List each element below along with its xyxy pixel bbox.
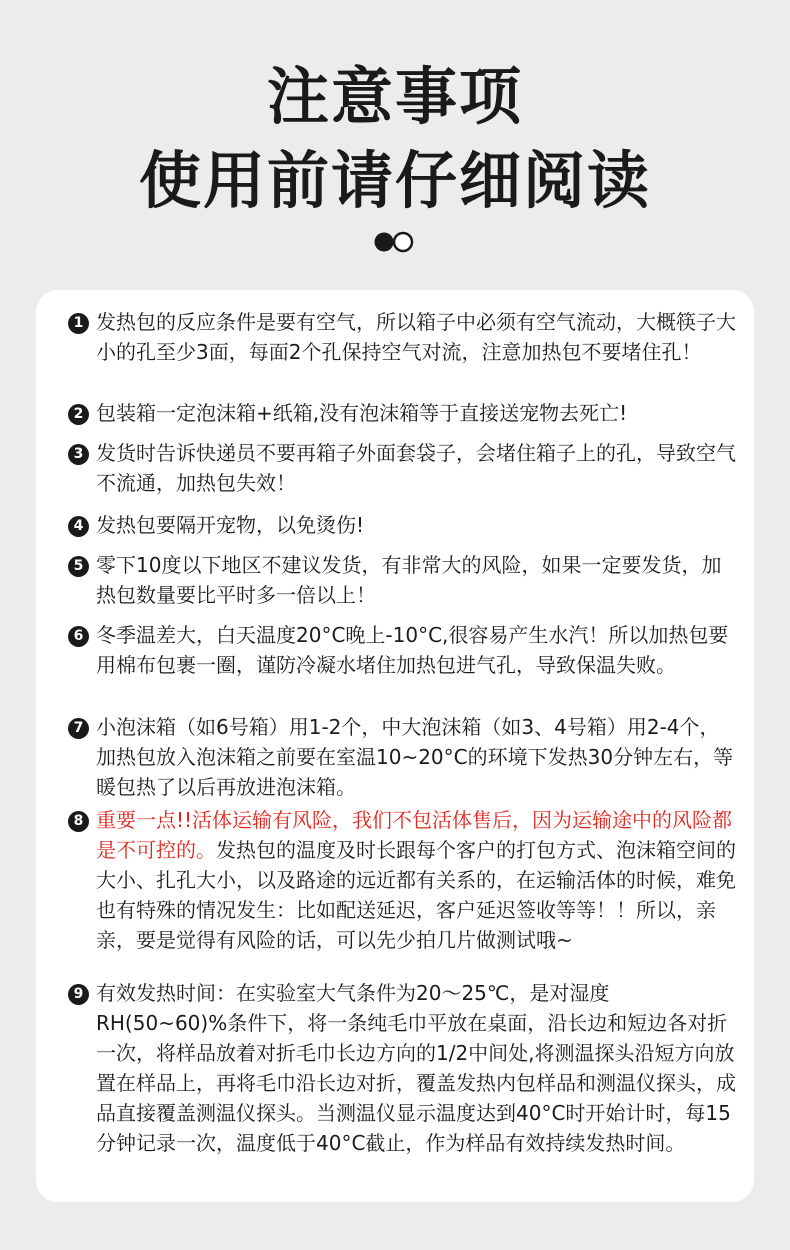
number-badge: 9 — [68, 984, 89, 1005]
list-item — [68, 620, 736, 680]
number-badge: 4 — [68, 516, 89, 537]
list-item — [68, 978, 736, 1158]
item-text: 冬季温差大，白天温度20°C晚上-10°C,很容易产生水汽！所以加热包要用棉布包裹一圈，谨防冷凝水堵住加热包进气孔，导致保温失败。 — [96, 623, 729, 677]
item-text: 发货时告诉快递员不要再箱子外面套袋子，会堵住箱子上的孔，导致空气不流通，加热包失效！ — [96, 441, 736, 495]
number-badge: 8 — [68, 811, 89, 832]
list-item — [68, 307, 736, 367]
number-badge: 2 — [68, 404, 89, 425]
warning-text: 重要一点!!活体运输有风险，我们不包活体售后，因为运输途中的风险都是不可控的。 — [96, 808, 733, 862]
list-item — [68, 550, 736, 610]
item-text-body: 发热包的温度及时长跟每个客户的打包方式、泡沫箱空间的大小、扎孔大小，以及路途的远近都有关系的，在运输活体的时候，难免也有特殊的情况发生：比如配送延迟，客户延迟签收等等！！所以，亲亲，要是觉得有风险的话，可以先少拍几片做测试哦~ — [96, 838, 736, 952]
item-text: 包装箱一定泡沫箱+纸箱,没有泡沫箱等于直接送宠物去死亡! — [96, 401, 628, 425]
number-badge: 1 — [68, 313, 89, 334]
page-subtitle: 使用前请仔细阅读 — [138, 144, 651, 217]
header — [0, 0, 790, 290]
number-badge: 5 — [68, 556, 89, 577]
item-text: 零下10度以下地区不建议发货，有非常大的风险，如果一定要发货，加热包数量要比平时多一倍以上！ — [96, 553, 722, 607]
page-title: 注意事项 — [266, 60, 523, 133]
number-badge: 6 — [68, 626, 89, 647]
item-text — [96, 805, 736, 955]
number-badge: 7 — [68, 718, 89, 739]
list-item — [68, 805, 736, 955]
dots-icon — [373, 231, 417, 253]
list-item — [68, 510, 736, 540]
item-text: 发热包要隔开宠物，以免烫伤! — [96, 513, 365, 537]
list-item — [68, 712, 736, 802]
notes-card — [36, 290, 754, 1202]
list-item — [68, 438, 736, 498]
item-text: 小泡沫箱（如6号箱）用1-2个，中大泡沫箱（如3、4号箱）用2-4个，加热包放入泡沫箱之前要在室温10~20°C的环境下发热30分钟左右，等暖包热了以后再放进泡沫箱。 — [96, 715, 734, 799]
item-text: 有效发热时间：在实验室大气条件为20～25℃，是对湿度RH(50~60)%条件下，将一条纯毛巾平放在桌面，沿长边和短边各对折一次，将样品放着对折毛巾长边方向的1/2中间处,将测温探头沿短方向放置在样品上，再将毛巾沿长边对折，覆盖发热内包样品和测温仪探头，成品直接覆盖测温仪探头。当测温仪显示温度达到40°C时开始计时，每15分钟记录一次，温度低于40°C截止，作为样品有效持续发热时间。 — [96, 981, 736, 1155]
item-text: 发热包的反应条件是要有空气，所以箱子中必须有空气流动，大概筷子大小的孔至少3面，每面2个孔保持空气对流，注意加热包不要堵住孔！ — [96, 310, 736, 364]
list-item — [68, 398, 736, 428]
number-badge: 3 — [68, 444, 89, 465]
